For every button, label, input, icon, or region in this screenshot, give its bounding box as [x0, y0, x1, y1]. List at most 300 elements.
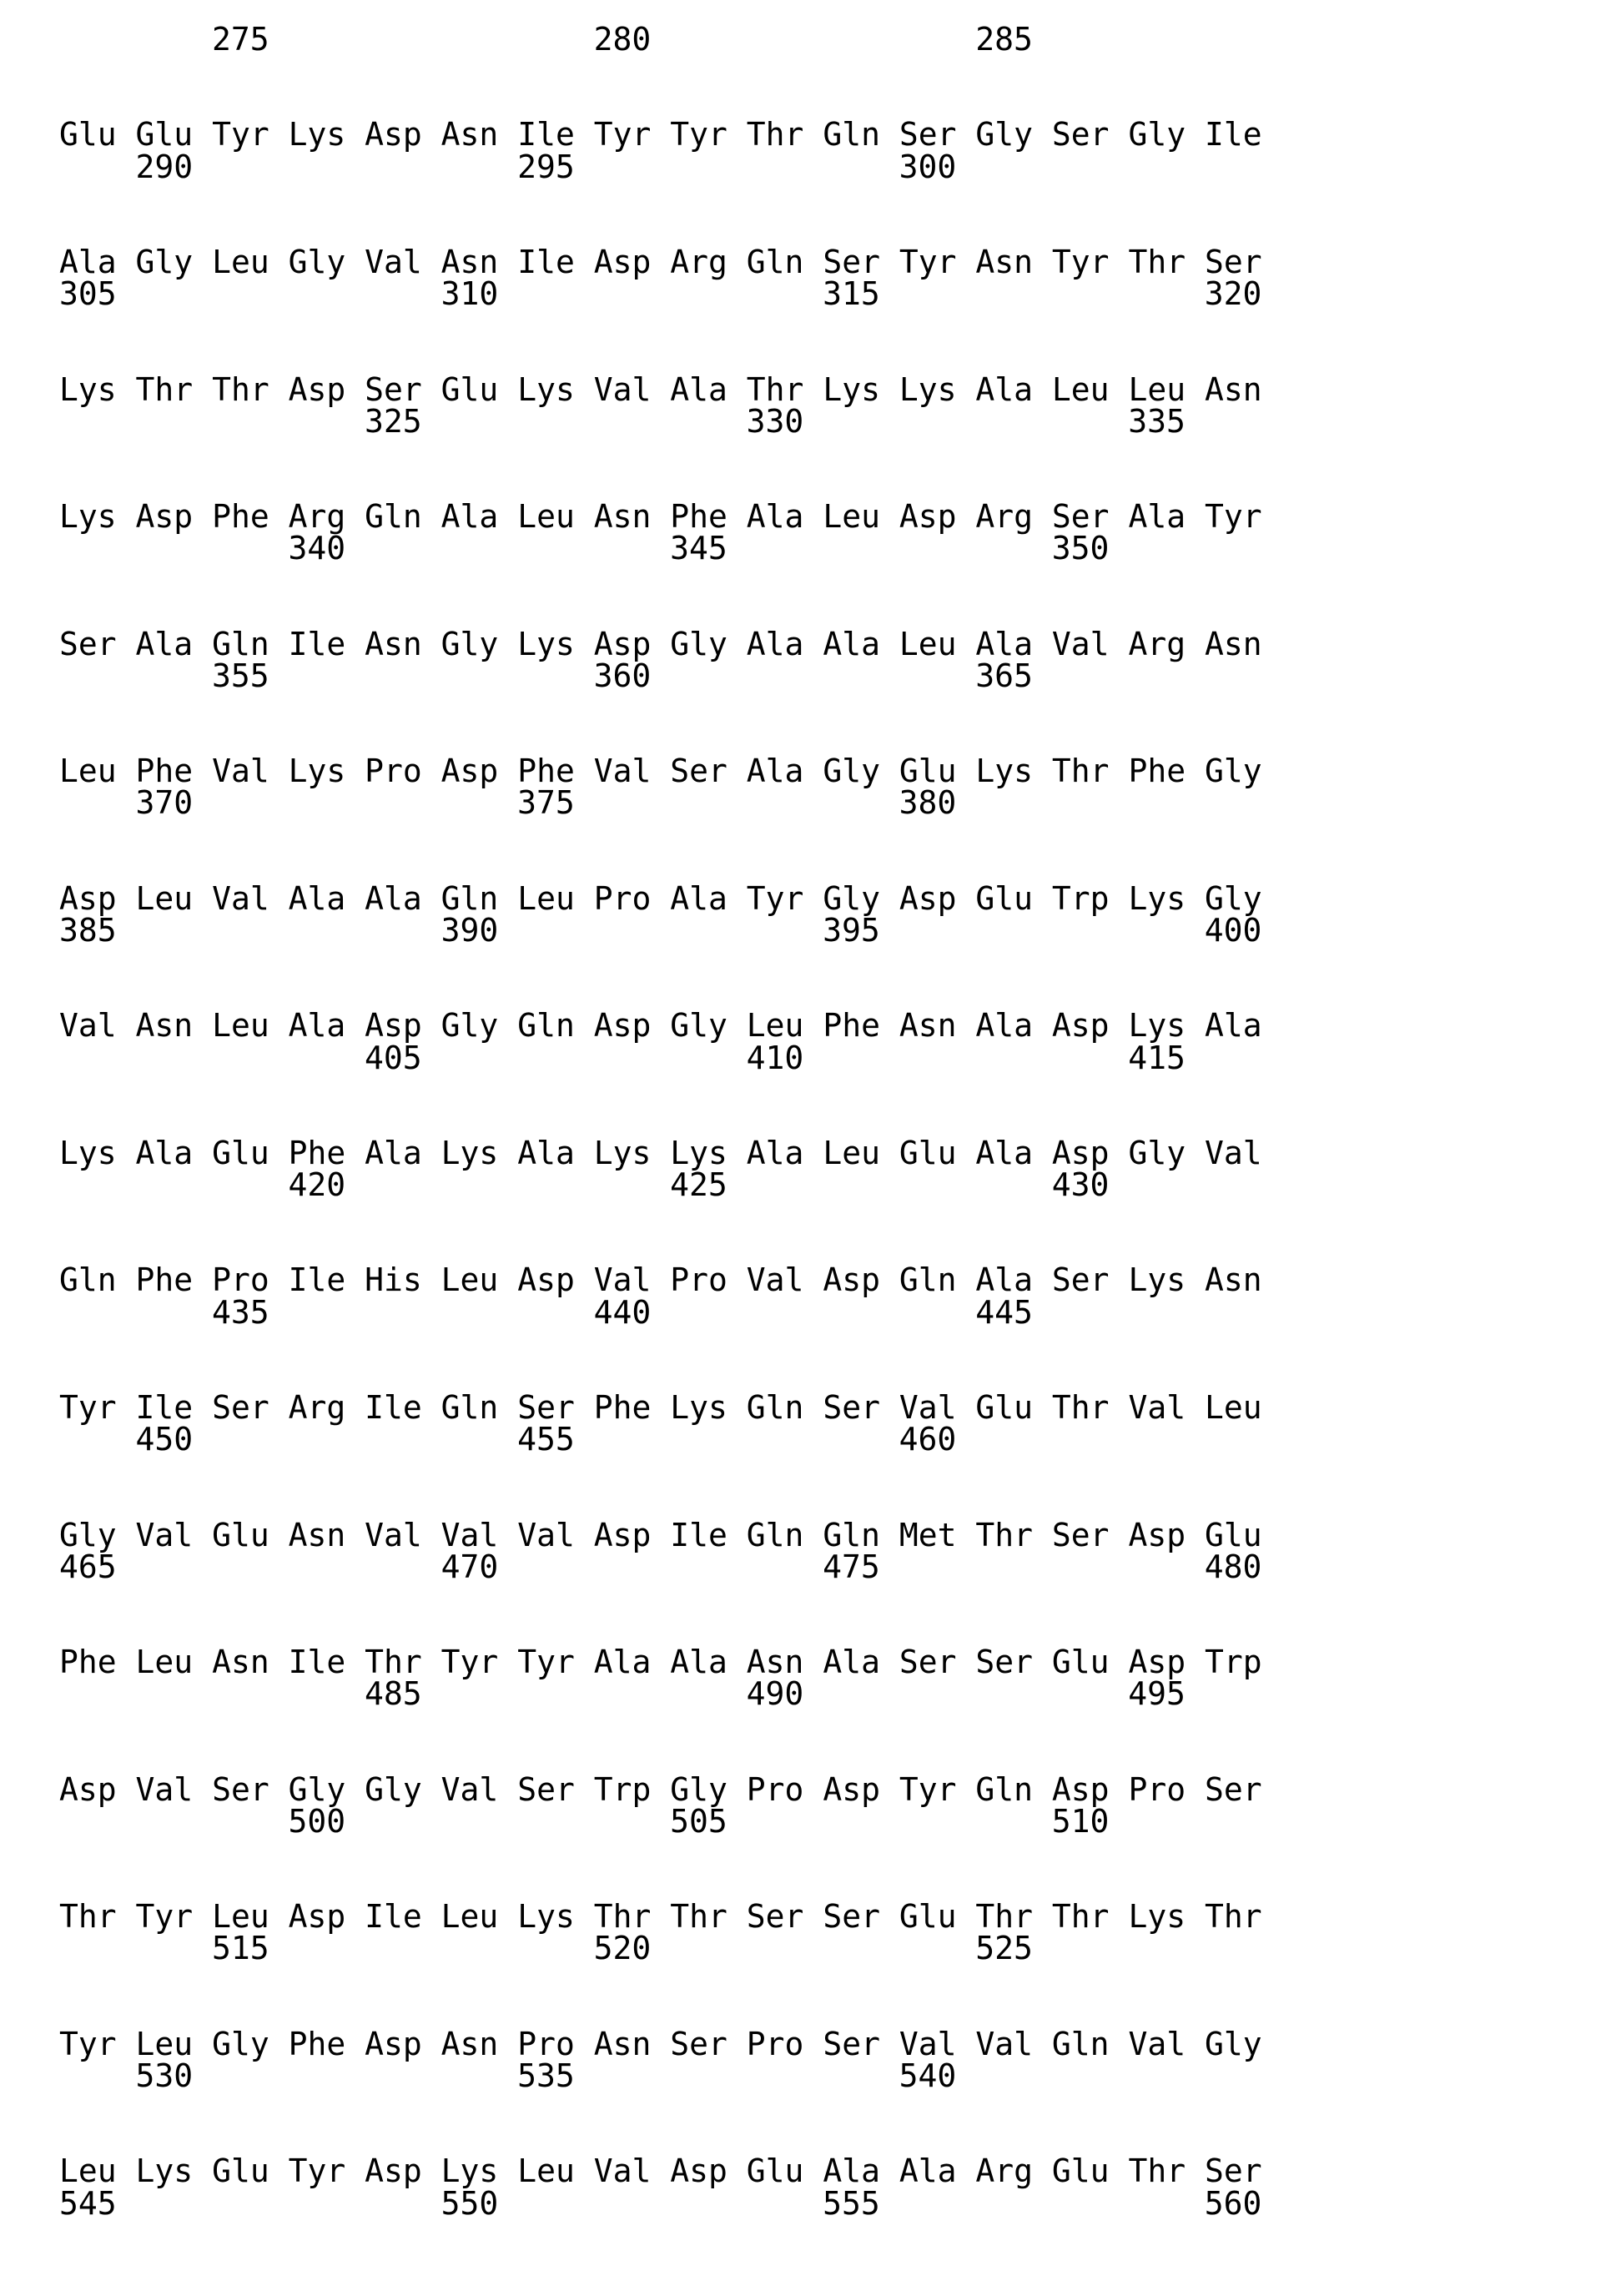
- residue: Lys: [517, 1898, 575, 1936]
- residue: Asn: [975, 243, 1034, 280]
- residue: Pro: [670, 1261, 727, 1299]
- residue: Ala: [135, 625, 194, 662]
- blank-line: [59, 1869, 1616, 1901]
- residue: Ser: [823, 1389, 880, 1427]
- residue: Gly: [1128, 116, 1186, 154]
- position-number: 550: [440, 2184, 499, 2222]
- residue: Asp: [823, 1770, 880, 1808]
- residue: Gln: [440, 879, 499, 917]
- residue: Lys: [670, 1134, 727, 1171]
- residue: Leu: [1204, 1389, 1262, 1427]
- position-number: 500: [288, 1802, 346, 1840]
- residue: Ser: [899, 1644, 957, 1681]
- residue: Ile: [1204, 116, 1262, 154]
- residue: Leu: [1128, 370, 1186, 408]
- residue: Gly: [823, 879, 880, 917]
- residue: Arg: [1128, 625, 1186, 662]
- position-number: 330: [746, 402, 804, 440]
- residue: Ala: [899, 2152, 957, 2190]
- blank-line: [59, 1232, 1616, 1264]
- residue: Thr: [135, 370, 194, 408]
- residue: Asp: [288, 370, 346, 408]
- position-number-line: [59, 530, 1616, 567]
- residue: Lys: [593, 1134, 652, 1171]
- residue: Val: [975, 2025, 1034, 2062]
- residue: Tyr: [440, 1644, 499, 1681]
- residue: Ala: [288, 879, 346, 917]
- position-number: 460: [899, 1421, 957, 1458]
- residue: Gly: [288, 243, 346, 280]
- sequence-row: [59, 1134, 1616, 1171]
- residue: Val: [365, 1516, 422, 1553]
- residue: Gly: [975, 116, 1034, 154]
- blank-line: [59, 1742, 1616, 1774]
- residue: Asn: [1204, 625, 1262, 662]
- residue: Gly: [670, 1770, 727, 1808]
- residue: Leu: [135, 2025, 194, 2062]
- residue: Trp: [1204, 1644, 1262, 1681]
- residue: Ser: [59, 625, 117, 662]
- position-number-line: [59, 2184, 1616, 2222]
- residue: Thr: [746, 116, 804, 154]
- position-number: 290: [135, 148, 194, 185]
- residue: Glu: [212, 1516, 269, 1553]
- blank-line: [59, 55, 1616, 87]
- residue: Asp: [593, 243, 652, 280]
- residue: Asn: [746, 1644, 804, 1681]
- position-number: 275: [212, 21, 269, 58]
- position-number-line: [59, 1548, 1616, 1585]
- residue: Gly: [288, 1770, 346, 1808]
- residue: Glu: [135, 116, 194, 154]
- residue: Glu: [59, 116, 117, 154]
- position-number: 345: [670, 530, 727, 567]
- position-number: 320: [1204, 275, 1262, 313]
- position-number: 340: [288, 530, 346, 567]
- residue: Gln: [517, 1007, 575, 1045]
- residue: Asp: [365, 2025, 422, 2062]
- residue: Tyr: [1204, 498, 1262, 536]
- residue: Asn: [135, 1007, 194, 1045]
- blank-line: [59, 87, 1616, 118]
- residue: Leu: [746, 1007, 804, 1045]
- residue: Ile: [288, 625, 346, 662]
- position-number: 440: [593, 1293, 652, 1331]
- residue: Leu: [517, 879, 575, 917]
- residue: Asp: [899, 879, 957, 917]
- residue: Ser: [517, 1770, 575, 1808]
- position-number: 410: [746, 1039, 804, 1076]
- blank-line: [59, 946, 1616, 978]
- residue: Ala: [823, 2152, 880, 2190]
- residue: Phe: [59, 1644, 117, 1681]
- sequence-row: [59, 2025, 1616, 2062]
- residue: Asn: [593, 498, 652, 536]
- position-number: 535: [517, 2057, 575, 2094]
- position-number: 385: [59, 911, 117, 949]
- residue: Gln: [746, 243, 804, 280]
- residue: Tyr: [212, 116, 269, 154]
- residue: Val: [593, 753, 652, 790]
- residue: Glu: [440, 370, 499, 408]
- position-number: 485: [365, 1675, 422, 1713]
- residue: Phe: [288, 1134, 346, 1171]
- sequence-row: [59, 498, 1616, 536]
- position-number: 315: [823, 275, 880, 313]
- residue: Gln: [746, 1389, 804, 1427]
- position-number: 445: [975, 1293, 1033, 1331]
- position-number: 380: [899, 784, 957, 822]
- residue: Thr: [1051, 1389, 1110, 1427]
- sequence-row: [59, 1516, 1616, 1553]
- residue: Asn: [1204, 1261, 1262, 1299]
- residue: Val: [59, 1007, 117, 1045]
- residue: Glu: [899, 1898, 957, 1936]
- residue: Ser: [975, 1644, 1034, 1681]
- position-number-line: [59, 21, 1616, 58]
- residue: Gly: [1204, 879, 1262, 917]
- residue: Asp: [1051, 1007, 1110, 1045]
- residue: Leu: [212, 1007, 269, 1045]
- residue: Leu: [899, 625, 957, 662]
- residue: Met: [899, 1516, 957, 1553]
- residue: Arg: [975, 2152, 1034, 2190]
- position-number: 355: [212, 657, 269, 694]
- residue: Ser: [823, 2025, 880, 2062]
- residue: Ile: [288, 1644, 346, 1681]
- residue: Val: [212, 879, 269, 917]
- residue: Ala: [975, 1261, 1034, 1299]
- residue: Gln: [899, 1261, 957, 1299]
- residue: Pro: [593, 879, 652, 917]
- residue: Phe: [135, 753, 194, 790]
- residue: Phe: [823, 1007, 880, 1045]
- residue: Gly: [59, 1516, 117, 1553]
- residue: Ala: [135, 1134, 194, 1171]
- residue: Ala: [746, 498, 804, 536]
- position-number: 495: [1128, 1675, 1186, 1713]
- position-number-line: [59, 1293, 1616, 1331]
- residue: Ala: [593, 1644, 652, 1681]
- residue: Tyr: [517, 1644, 575, 1681]
- residue: Leu: [440, 1898, 499, 1936]
- residue: Thr: [975, 1516, 1034, 1553]
- blank-line: [59, 183, 1616, 214]
- residue: Lys: [517, 370, 575, 408]
- residue: Gln: [59, 1261, 117, 1299]
- residue: Gly: [670, 1007, 727, 1045]
- blank-line: [59, 723, 1616, 755]
- position-number: 425: [670, 1166, 727, 1204]
- residue: Val: [1128, 1389, 1186, 1427]
- position-number: 450: [135, 1421, 194, 1458]
- residue: His: [365, 1261, 422, 1299]
- residue: Asp: [593, 1516, 652, 1553]
- residue: Gly: [365, 1770, 422, 1808]
- sequence-row: [59, 116, 1616, 154]
- residue: Gly: [823, 753, 880, 790]
- residue: Asp: [1128, 1644, 1186, 1681]
- residue: Leu: [212, 243, 269, 280]
- residue: Leu: [59, 2152, 117, 2190]
- sequence-row: [59, 753, 1616, 790]
- residue: Ser: [1204, 243, 1262, 280]
- residue: Ala: [365, 1134, 422, 1171]
- position-number: 480: [1204, 1548, 1262, 1585]
- position-number-line: [59, 2057, 1616, 2094]
- residue: Phe: [288, 2025, 346, 2062]
- residue: Gly: [1204, 753, 1262, 790]
- sequence-row: [59, 1644, 1616, 1681]
- residue: Leu: [517, 2152, 575, 2190]
- residue: Arg: [975, 498, 1034, 536]
- residue: Asp: [1051, 1770, 1110, 1808]
- residue: Ala: [288, 1007, 346, 1045]
- sequence-row: [59, 1898, 1616, 1936]
- blank-line: [59, 1328, 1616, 1360]
- residue: Ile: [365, 1898, 422, 1936]
- residue: Val: [746, 1261, 804, 1299]
- residue: Asp: [517, 1261, 575, 1299]
- residue: Ser: [1051, 1516, 1110, 1553]
- residue: Trp: [1051, 879, 1110, 917]
- position-number: 280: [593, 21, 652, 58]
- residue: Gly: [135, 243, 194, 280]
- residue: Ser: [1051, 1261, 1110, 1299]
- residue: Leu: [135, 879, 194, 917]
- residue: Ser: [517, 1389, 575, 1427]
- residue: Lys: [1128, 1898, 1186, 1936]
- residue: Ser: [823, 1898, 880, 1936]
- residue: Gln: [1051, 2025, 1110, 2062]
- residue: Gln: [212, 625, 269, 662]
- position-number: 395: [823, 911, 880, 949]
- blank-line: [59, 597, 1616, 628]
- residue: Ser: [212, 1770, 269, 1808]
- residue: Ala: [59, 243, 117, 280]
- position-number: 400: [1204, 911, 1262, 949]
- blank-line: [59, 469, 1616, 501]
- residue: Thr: [975, 1898, 1034, 1936]
- blank-line: [59, 1455, 1616, 1487]
- position-number: 520: [593, 1930, 652, 1967]
- residue: Ala: [670, 1644, 727, 1681]
- residue: Lys: [975, 753, 1034, 790]
- residue: Lys: [440, 1134, 499, 1171]
- residue: Ser: [212, 1389, 269, 1427]
- residue: Pro: [746, 2025, 804, 2062]
- residue: Lys: [440, 2152, 499, 2190]
- residue: Asp: [365, 116, 422, 154]
- position-number-line: [59, 1421, 1616, 1458]
- residue: Val: [1128, 2025, 1186, 2062]
- residue: Tyr: [746, 879, 804, 917]
- blank-line: [59, 1201, 1616, 1232]
- residue: Tyr: [670, 116, 727, 154]
- residue: Ser: [899, 116, 957, 154]
- residue: Glu: [975, 879, 1034, 917]
- position-number-line: [59, 1166, 1616, 1204]
- residue: Ile: [135, 1389, 194, 1427]
- residue: Glu: [1204, 1516, 1262, 1553]
- residue: Ile: [517, 243, 575, 280]
- position-number: 285: [975, 21, 1033, 58]
- position-number: 490: [746, 1675, 804, 1713]
- residue: Asp: [59, 1770, 117, 1808]
- blank-line: [59, 1837, 1616, 1869]
- residue: Thr: [670, 1898, 727, 1936]
- position-number: 300: [899, 148, 957, 185]
- residue: Gly: [1128, 1134, 1186, 1171]
- sequence-row: [59, 1389, 1616, 1427]
- residue: Tyr: [135, 1898, 194, 1936]
- position-number: 505: [670, 1802, 727, 1840]
- position-number-line: [59, 657, 1616, 694]
- residue: Glu: [899, 753, 957, 790]
- residue: Tyr: [593, 116, 652, 154]
- residue: Gln: [975, 1770, 1034, 1808]
- position-number: 530: [135, 2057, 194, 2094]
- position-number: 420: [288, 1166, 346, 1204]
- position-number: 555: [823, 2184, 880, 2222]
- residue: Glu: [975, 1389, 1034, 1427]
- residue: Gln: [440, 1389, 499, 1427]
- residue: Phe: [670, 498, 727, 536]
- residue: Val: [899, 2025, 957, 2062]
- residue: Ala: [746, 753, 804, 790]
- blank-line: [59, 1360, 1616, 1392]
- position-number: 295: [517, 148, 575, 185]
- residue: Leu: [1051, 370, 1110, 408]
- residue: Pro: [212, 1261, 269, 1299]
- residue: Gly: [1204, 2025, 1262, 2062]
- residue: Val: [1204, 1134, 1262, 1171]
- residue: Arg: [288, 1389, 346, 1427]
- residue: Ala: [746, 1134, 804, 1171]
- sequence-row: [59, 2152, 1616, 2190]
- residue: Asp: [1128, 1516, 1186, 1553]
- residue: Lys: [288, 753, 346, 790]
- residue: Tyr: [899, 243, 957, 280]
- position-number-line: [59, 275, 1616, 313]
- residue: Val: [593, 2152, 652, 2190]
- residue: Lys: [899, 370, 957, 408]
- residue: Thr: [1051, 753, 1110, 790]
- residue: Ser: [1204, 1770, 1262, 1808]
- residue: Asn: [1204, 370, 1262, 408]
- position-number: 405: [365, 1039, 422, 1076]
- residue: Gln: [365, 498, 422, 536]
- residue: Lys: [135, 2152, 194, 2190]
- residue: Ala: [975, 625, 1034, 662]
- residue: Ser: [1051, 116, 1110, 154]
- residue: Lys: [288, 116, 346, 154]
- residue: Ala: [670, 879, 727, 917]
- residue: Thr: [212, 370, 269, 408]
- residue: Lys: [1128, 1007, 1186, 1045]
- residue: Ala: [365, 879, 422, 917]
- blank-line: [59, 437, 1616, 469]
- residue: Tyr: [59, 1389, 117, 1427]
- residue: Lys: [1128, 879, 1186, 917]
- residue: Val: [1051, 625, 1110, 662]
- residue: Val: [899, 1389, 957, 1427]
- residue: Ala: [1204, 1007, 1262, 1045]
- blank-line: [59, 1965, 1616, 1996]
- residue: Thr: [1204, 1898, 1262, 1936]
- position-number: 545: [59, 2184, 117, 2222]
- blank-line: [59, 2123, 1616, 2155]
- residue: Thr: [593, 1898, 652, 1936]
- residue: Thr: [365, 1644, 422, 1681]
- position-number: 515: [212, 1930, 269, 1967]
- residue: Tyr: [59, 2025, 117, 2062]
- position-number: 510: [1051, 1802, 1110, 1840]
- position-number: 305: [59, 275, 117, 313]
- residue: Val: [517, 1516, 575, 1553]
- blank-line: [59, 564, 1616, 596]
- residue: Gln: [823, 1516, 880, 1553]
- position-number-line: [59, 148, 1616, 185]
- position-number: 415: [1128, 1039, 1186, 1076]
- blank-line: [59, 692, 1616, 723]
- residue: Asp: [440, 753, 499, 790]
- residue: Ser: [823, 243, 880, 280]
- residue: Leu: [823, 498, 880, 536]
- residue: Asn: [212, 1644, 269, 1681]
- residue: Val: [135, 1516, 194, 1553]
- residue: Val: [440, 1516, 499, 1553]
- residue: Ser: [670, 2025, 727, 2062]
- residue: Glu: [1051, 2152, 1110, 2190]
- residue: Asp: [288, 1898, 346, 1936]
- position-number-line: [59, 1930, 1616, 1967]
- residue: Lys: [59, 370, 117, 408]
- residue: Asn: [440, 243, 499, 280]
- residue: Glu: [1051, 1644, 1110, 1681]
- residue: Ala: [975, 1007, 1034, 1045]
- residue: Thr: [1051, 1898, 1110, 1936]
- residue: Ala: [517, 1134, 575, 1171]
- blank-line: [59, 214, 1616, 246]
- blank-line: [59, 978, 1616, 1010]
- residue: Lys: [59, 1134, 117, 1171]
- position-number: 435: [212, 1293, 269, 1331]
- residue: Phe: [135, 1261, 194, 1299]
- residue: Phe: [593, 1389, 652, 1427]
- blank-line: [59, 1583, 1616, 1614]
- position-number: 390: [440, 911, 499, 949]
- residue: Gly: [212, 2025, 269, 2062]
- blank-line: [59, 1996, 1616, 2028]
- residue: Leu: [135, 1644, 194, 1681]
- residue: Lys: [59, 498, 117, 536]
- position-number: 360: [593, 657, 652, 694]
- position-number: 540: [899, 2057, 957, 2094]
- residue: Thr: [1128, 2152, 1186, 2190]
- residue: Asp: [593, 1007, 652, 1045]
- position-number: 465: [59, 1548, 117, 1585]
- sequence-row: [59, 1007, 1616, 1045]
- residue: Pro: [746, 1770, 804, 1808]
- residue: Ile: [288, 1261, 346, 1299]
- sequence-row: [59, 625, 1616, 662]
- blank-line: [59, 1614, 1616, 1646]
- residue: Asp: [899, 498, 957, 536]
- residue: Ala: [975, 370, 1034, 408]
- residue: Glu: [212, 2152, 269, 2190]
- residue: Tyr: [1051, 243, 1110, 280]
